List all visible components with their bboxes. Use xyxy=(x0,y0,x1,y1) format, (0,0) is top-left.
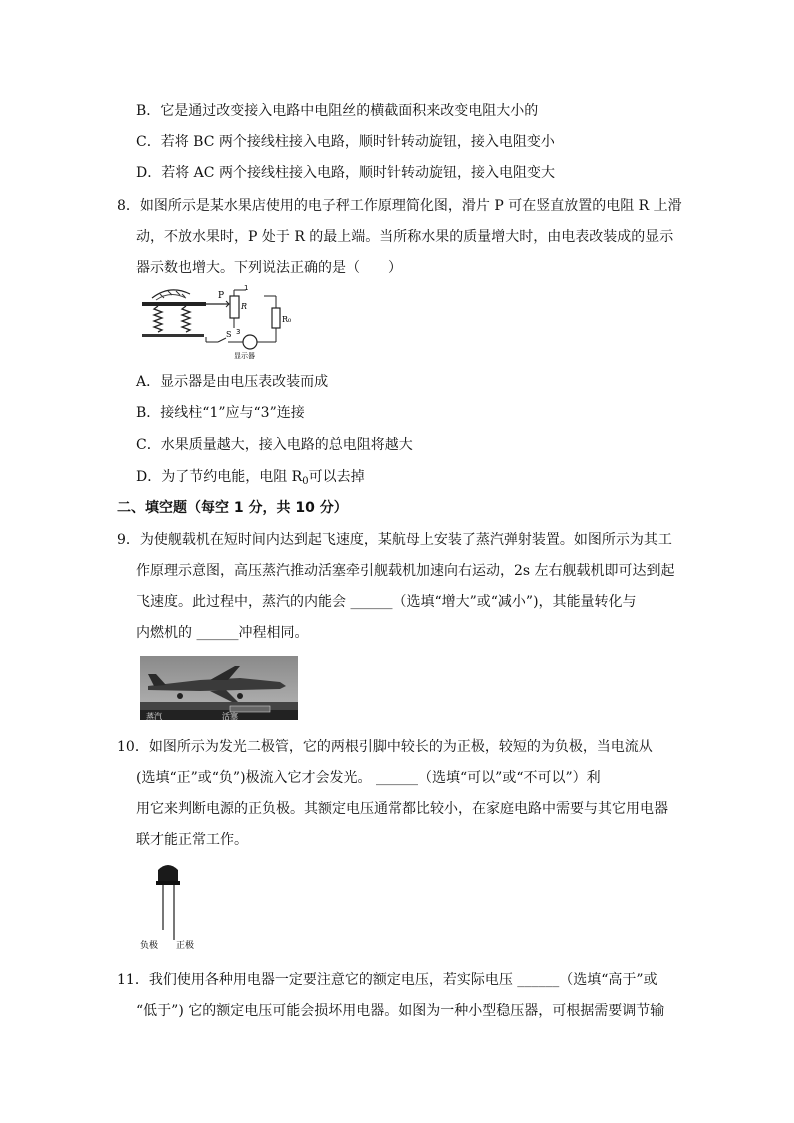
display-meter xyxy=(243,335,257,349)
label-steam: 蒸汽 xyxy=(146,712,162,720)
scale-base xyxy=(142,334,204,337)
label-r0: R₀ xyxy=(282,315,292,324)
q8-option-b: B．接线柱“1”应与“3”连接 xyxy=(136,405,305,421)
q7-option-d: D．若将 AC 两个接线柱接入电路，顺时针转动旋钮，接入电阻变大 xyxy=(136,165,555,181)
label-terminal-3: 3 xyxy=(236,328,241,336)
section-2-heading: 二、填空题（每空 1 分，共 10 分） xyxy=(117,500,348,516)
scale-pan xyxy=(142,302,206,306)
q10-line2: (选填“正”或“负”)极流入它才会发光。 ______（选填“可以”或“不可以”）利 xyxy=(136,770,601,786)
q9-line3: 飞速度。此过程中，蒸汽的内能会 ______（选填“增大”或“减小”)，其能量转化与 xyxy=(136,594,637,610)
q9-line1: 9．为使舰载机在短时间内达到起飞速度，某航母上安装了蒸汽弹射装置。如图所示为其工 xyxy=(117,532,672,548)
q9-line4: 内燃机的 ______冲程相同。 xyxy=(136,625,309,641)
catapult-track xyxy=(140,710,298,720)
q8-option-a: A．显示器是由电压表改装而成 xyxy=(136,374,329,390)
label-negative: 负极 xyxy=(140,941,159,950)
resistor-r xyxy=(230,296,239,318)
q10-led-figure xyxy=(140,862,204,950)
q8-option-d: D．为了节约电能，电阻 $R_0$可以去掉 xyxy=(136,469,365,487)
q9-line2: 作原理示意图，高压蒸汽推动活塞牵引舰载机加速向右运动，2s 左右舰载机即可达到起 xyxy=(136,563,675,579)
led-body xyxy=(158,865,178,882)
q7-option-c: C．若将 BC 两个接线柱接入电路，顺时针转动旋钮，接入电阻变小 xyxy=(136,134,555,150)
q11-line2: “低于”) 它的额定电压可能会损坏用电器。如图为一种小型稳压器，可根据需要调节输 xyxy=(136,1003,665,1019)
label-r: R xyxy=(241,302,248,311)
q10-line1: 10．如图所示为发光二极管，它的两根引脚中较长的为正极，较短的为负极，当电流从 xyxy=(117,739,653,755)
resistor-r0 xyxy=(272,308,280,328)
q8-scale-circuit-figure xyxy=(140,282,300,362)
label-s: S xyxy=(226,330,232,339)
q10-line3: 用它来判断电源的正负极。其额定电压通常都比较小，在家庭电路中需要与其它用电器 xyxy=(136,801,668,817)
label-display: 显示器 xyxy=(234,352,255,360)
label-p: P xyxy=(218,291,225,301)
label-positive: 正极 xyxy=(176,941,195,950)
label-piston: 活塞 xyxy=(222,712,238,720)
q7-option-b: B．它是通过改变接入电路中电阻丝的横截面积来改变电阻大小的 xyxy=(136,103,539,119)
q10-line4: 联才能正常工作。 xyxy=(136,832,248,848)
spring-right xyxy=(182,306,190,332)
q8-option-c: C．水果质量越大，接入电路的总电阻将越大 xyxy=(136,437,413,453)
q8-stem-line2: 动，不放水果时，P 处于 R 的最上端。当所称水果的质量增大时，由电表改装成的显示 xyxy=(136,229,674,245)
label-terminal-1: 1 xyxy=(244,284,249,292)
spring-left xyxy=(154,306,162,332)
q9-catapult-photo xyxy=(140,656,298,720)
q8-stem-line1: 8．如图所示是某水果店使用的电子秤工作原理简化图，滑片 P 可在竖直放置的电阻 R 上滑 xyxy=(117,198,682,214)
q8-stem-line3: 器示数也增大。下列说法正确的是（ ） xyxy=(136,260,402,276)
q11-line1: 11．我们使用各种用电器一定要注意它的额定电压，若实际电压 ______（选填“高于”或 xyxy=(117,972,658,988)
